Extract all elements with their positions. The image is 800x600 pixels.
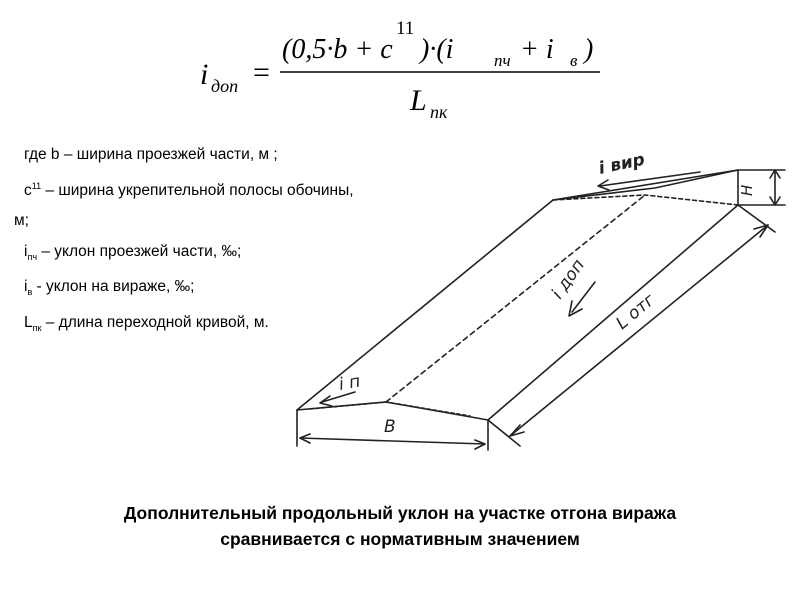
superelevation-top — [553, 170, 738, 200]
near-thickness — [297, 410, 488, 430]
definition-iv — [14, 272, 374, 308]
near-crown-profile — [297, 402, 488, 420]
i-vir-arrowhead — [598, 180, 609, 190]
definition-ipch-text: – уклон проезжей части, ‰; — [37, 242, 242, 260]
label-L-otg: L отг — [612, 290, 660, 334]
definition-lpk-symbol: L — [24, 313, 33, 331]
definition-b — [14, 140, 374, 171]
slope-formula — [0, 0, 800, 130]
formula-numerator-sub1: пч — [494, 51, 511, 70]
slide-caption — [0, 500, 800, 552]
formula-numerator-sub2: в — [570, 51, 578, 70]
near-hatch — [310, 402, 470, 416]
definition-ipch — [14, 237, 374, 273]
formula-numerator-close: ) — [584, 34, 594, 65]
road-right-edge — [488, 205, 738, 420]
definitions-list — [14, 140, 374, 343]
caption-line-1: Дополнительный продольный уклон на участке отгона виража — [123, 503, 677, 523]
length-extension-lines — [488, 205, 775, 446]
formula-denominator-sub: пк — [430, 102, 448, 122]
crown-line — [386, 195, 645, 402]
definition-lpk-text: – длина переходной кривой, м. — [41, 313, 269, 331]
far-dashed-section — [553, 195, 738, 205]
definition-ipch-symbol: i — [24, 242, 28, 260]
definition-c-symbol: с — [24, 181, 32, 199]
label-i-p: i п — [337, 371, 362, 395]
width-arrows — [300, 434, 485, 449]
definition-iv-text: - уклон на вираже, ‰; — [32, 278, 195, 296]
i-p-arrow — [322, 392, 355, 402]
label-H: H — [738, 184, 756, 196]
i-dop-arrowhead — [569, 301, 582, 316]
i-vir-arrow — [600, 172, 700, 186]
label-i-vir: i вир — [596, 149, 647, 179]
label-B: B — [384, 417, 396, 437]
definition-iv-sub: в — [27, 287, 33, 298]
formula-numerator-plus: + i — [520, 34, 554, 65]
definition-c — [14, 171, 374, 207]
definition-lpk-sub: пк — [32, 322, 42, 333]
i-dop-arrow — [572, 282, 595, 312]
definition-lpk — [14, 308, 374, 344]
width-extension-lines — [297, 420, 488, 450]
width-dimension-line — [300, 438, 485, 444]
definition-iv-symbol: i — [24, 278, 28, 296]
height-arrows — [770, 170, 780, 205]
i-p-arrowhead — [320, 396, 332, 406]
formula-numerator-sup: 11 — [396, 18, 415, 39]
definition-c-sup: 11 — [31, 180, 42, 191]
length-arrows — [510, 225, 768, 436]
far-superelevation-section — [553, 170, 738, 205]
definition-c-text: – ширина укрепительной полосы обочины, — [41, 181, 354, 199]
length-dimension-line — [510, 225, 768, 436]
label-i-dop: i доп — [547, 255, 589, 303]
definition-c-wrap-text: м; — [14, 212, 29, 230]
definition-c-wrap — [14, 206, 374, 237]
definition-ipch-sub: пч — [27, 251, 38, 262]
formula-lhs-sub: доп — [211, 76, 239, 96]
height-dimension — [738, 170, 785, 205]
caption-line-2: сравнивается с нормативным значением — [220, 529, 580, 549]
definition-b-text: где b – ширина проезжей части, м ; — [24, 146, 278, 163]
formula-lhs: i — [200, 58, 209, 91]
formula-numerator: (0,5·b + c — [282, 34, 393, 65]
formula-denominator: L — [410, 84, 427, 117]
formula-numerator-rest: )·(i — [420, 34, 454, 65]
formula-equals: = — [253, 56, 270, 89]
